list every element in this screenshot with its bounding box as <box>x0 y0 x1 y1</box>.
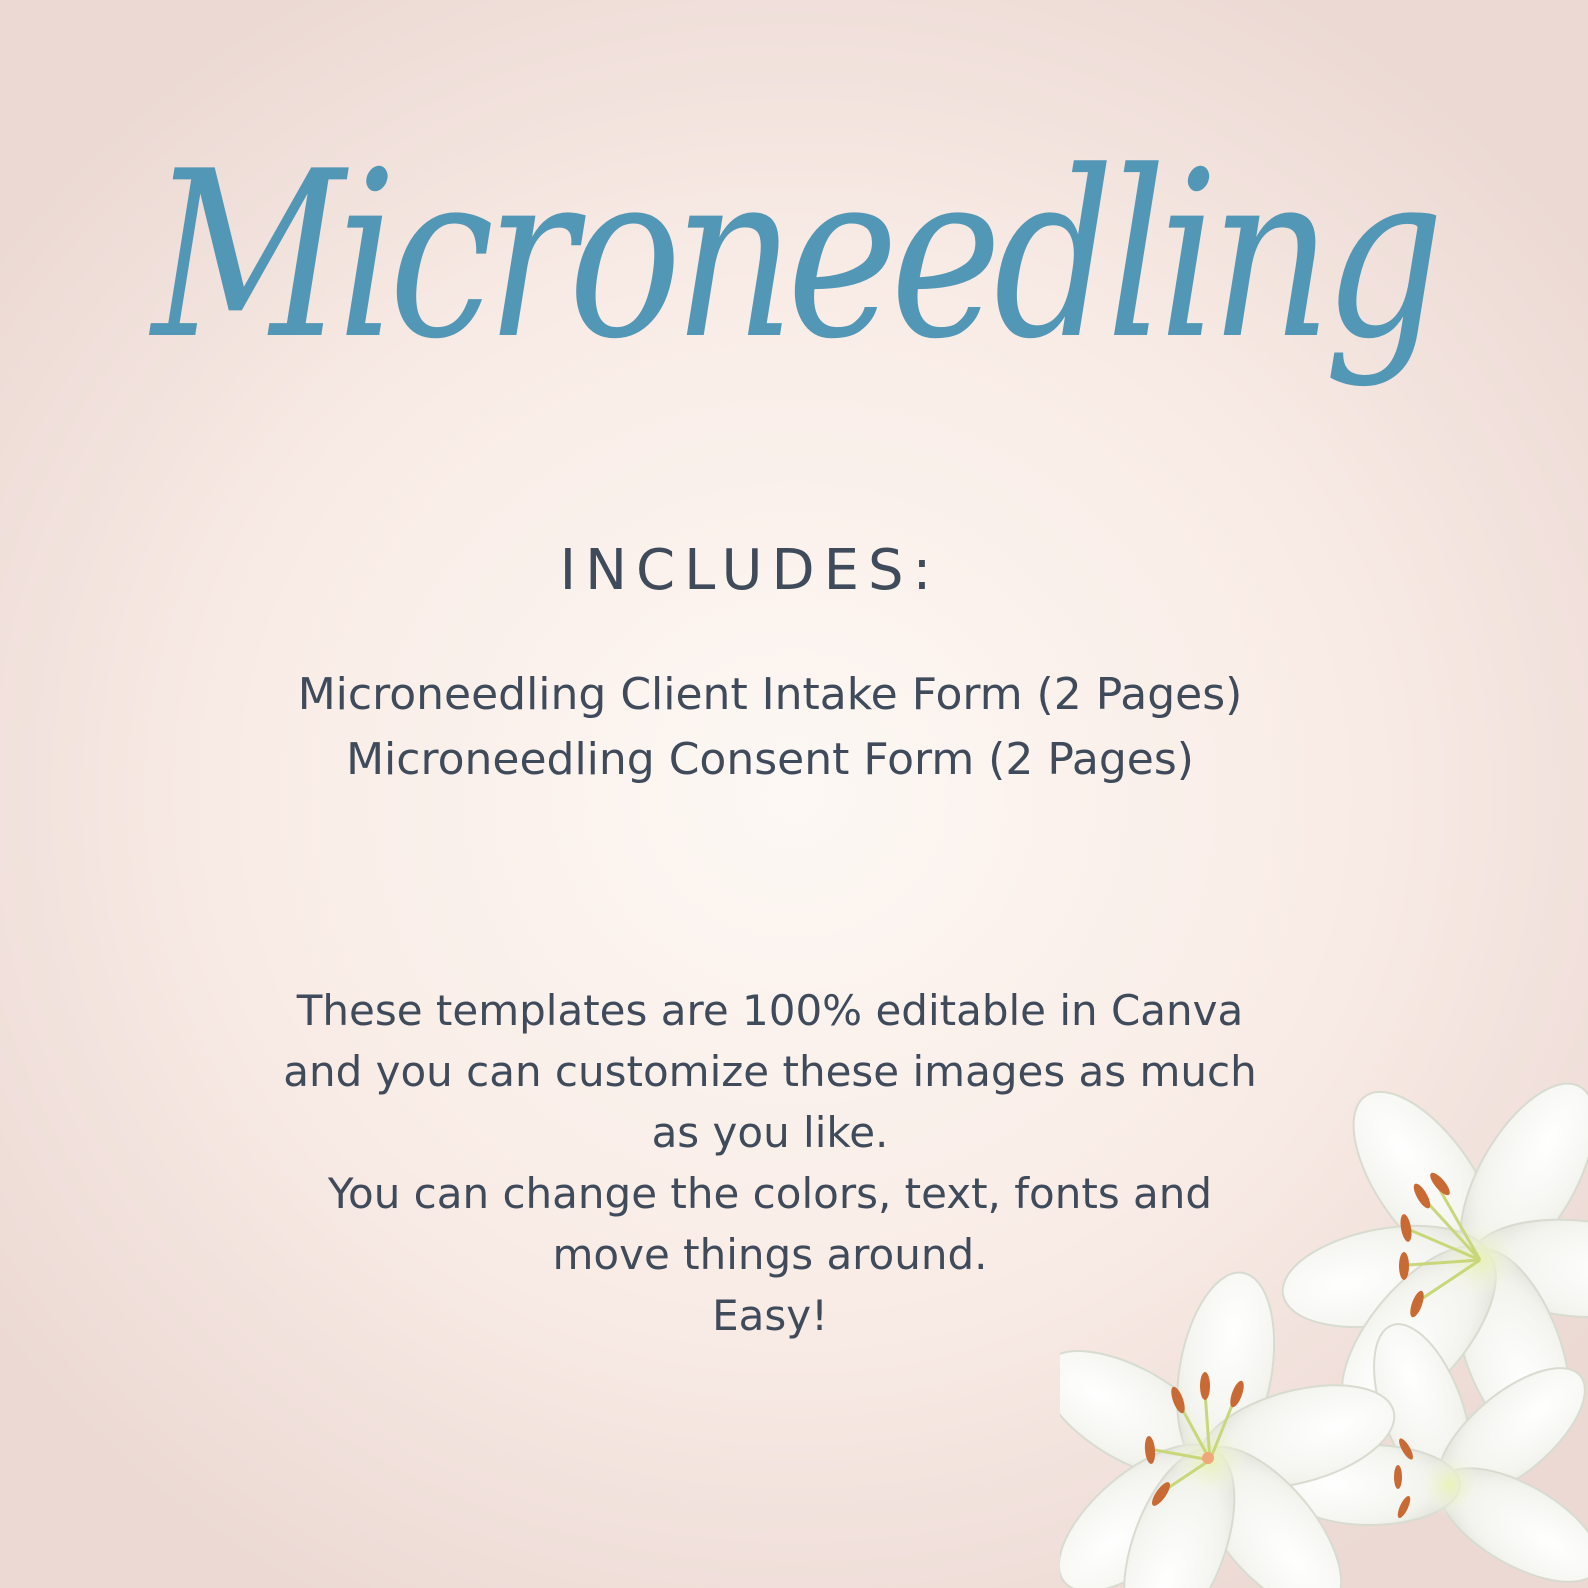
description-line: and you can customize these images as much <box>283 1047 1257 1096</box>
description-line: as you like. <box>651 1108 889 1157</box>
description-line: You can change the colors, text, fonts and <box>327 1169 1213 1218</box>
included-item: Microneedling Consent Form (2 Pages) <box>346 734 1194 785</box>
includes-heading: INCLUDES: <box>559 538 941 603</box>
included-items-list <box>0 662 1540 792</box>
lily-flowers-decoration <box>1060 1080 1588 1588</box>
description-line: move things around. <box>552 1230 988 1279</box>
description-line: Easy! <box>712 1291 828 1340</box>
included-item: Microneedling Client Intake Form (2 Pages) <box>297 669 1243 720</box>
script-title: Microneedling <box>151 123 1437 390</box>
description-line: These templates are 100% editable in Canva <box>296 986 1244 1035</box>
